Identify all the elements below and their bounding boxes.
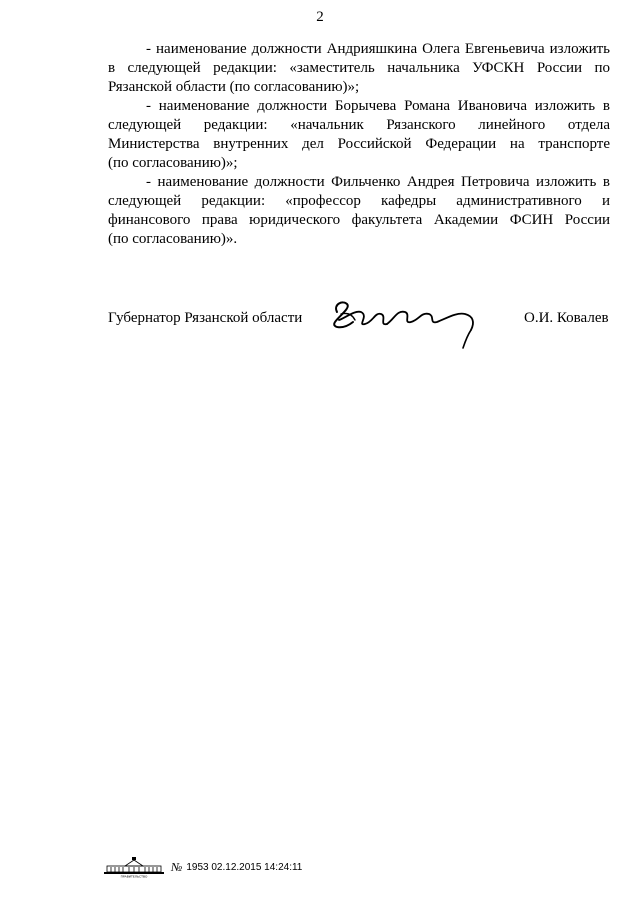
logo-caption: ПРАВИТЕЛЬСТВО xyxy=(120,874,148,878)
text-line: (по согласованию)»; xyxy=(108,155,238,171)
registration-footer xyxy=(103,856,302,878)
government-building-logo xyxy=(103,856,165,878)
text-line: следующей редакции: «начальник Рязанского линейного отдела xyxy=(108,117,610,133)
text-line: Рязанской области (по согласованию)»; xyxy=(108,79,360,95)
registration-stamp: 1953 02.12.2015 14:24:11 xyxy=(186,861,303,873)
document-body xyxy=(108,40,610,249)
handwritten-signature xyxy=(325,290,495,350)
text-line: следующей редакции: «профессор кафедры административного и xyxy=(108,193,610,209)
signatory-name: О.И. Ковалев xyxy=(524,310,609,326)
text-line: в следующей редакции: «заместитель начальника УФСКН России по xyxy=(108,60,610,76)
page-number: 2 xyxy=(316,9,324,25)
text-line: (по согласованию)». xyxy=(108,231,238,247)
number-sign: № xyxy=(171,859,183,874)
text-line: - наименование должности Борычева Романа Ивановича изложить в xyxy=(146,98,610,114)
text-line: - наименование должности Фильченко Андрея Петровича изложить в xyxy=(146,174,610,190)
signatory-title: Губернатор Рязанской области xyxy=(108,310,303,326)
text-line: Министерства внутренних дел Российской Федерации на транспорте xyxy=(108,136,610,152)
paragraph-borychev xyxy=(108,97,610,173)
paragraph-filchenko xyxy=(108,173,610,249)
text-line: - наименование должности Андрияшкина Олега Евгеньевича изложить xyxy=(146,41,610,57)
text-line: финансового права юридического факультета Академии ФСИН России xyxy=(108,212,610,228)
paragraph-andriyashkin xyxy=(108,40,610,97)
